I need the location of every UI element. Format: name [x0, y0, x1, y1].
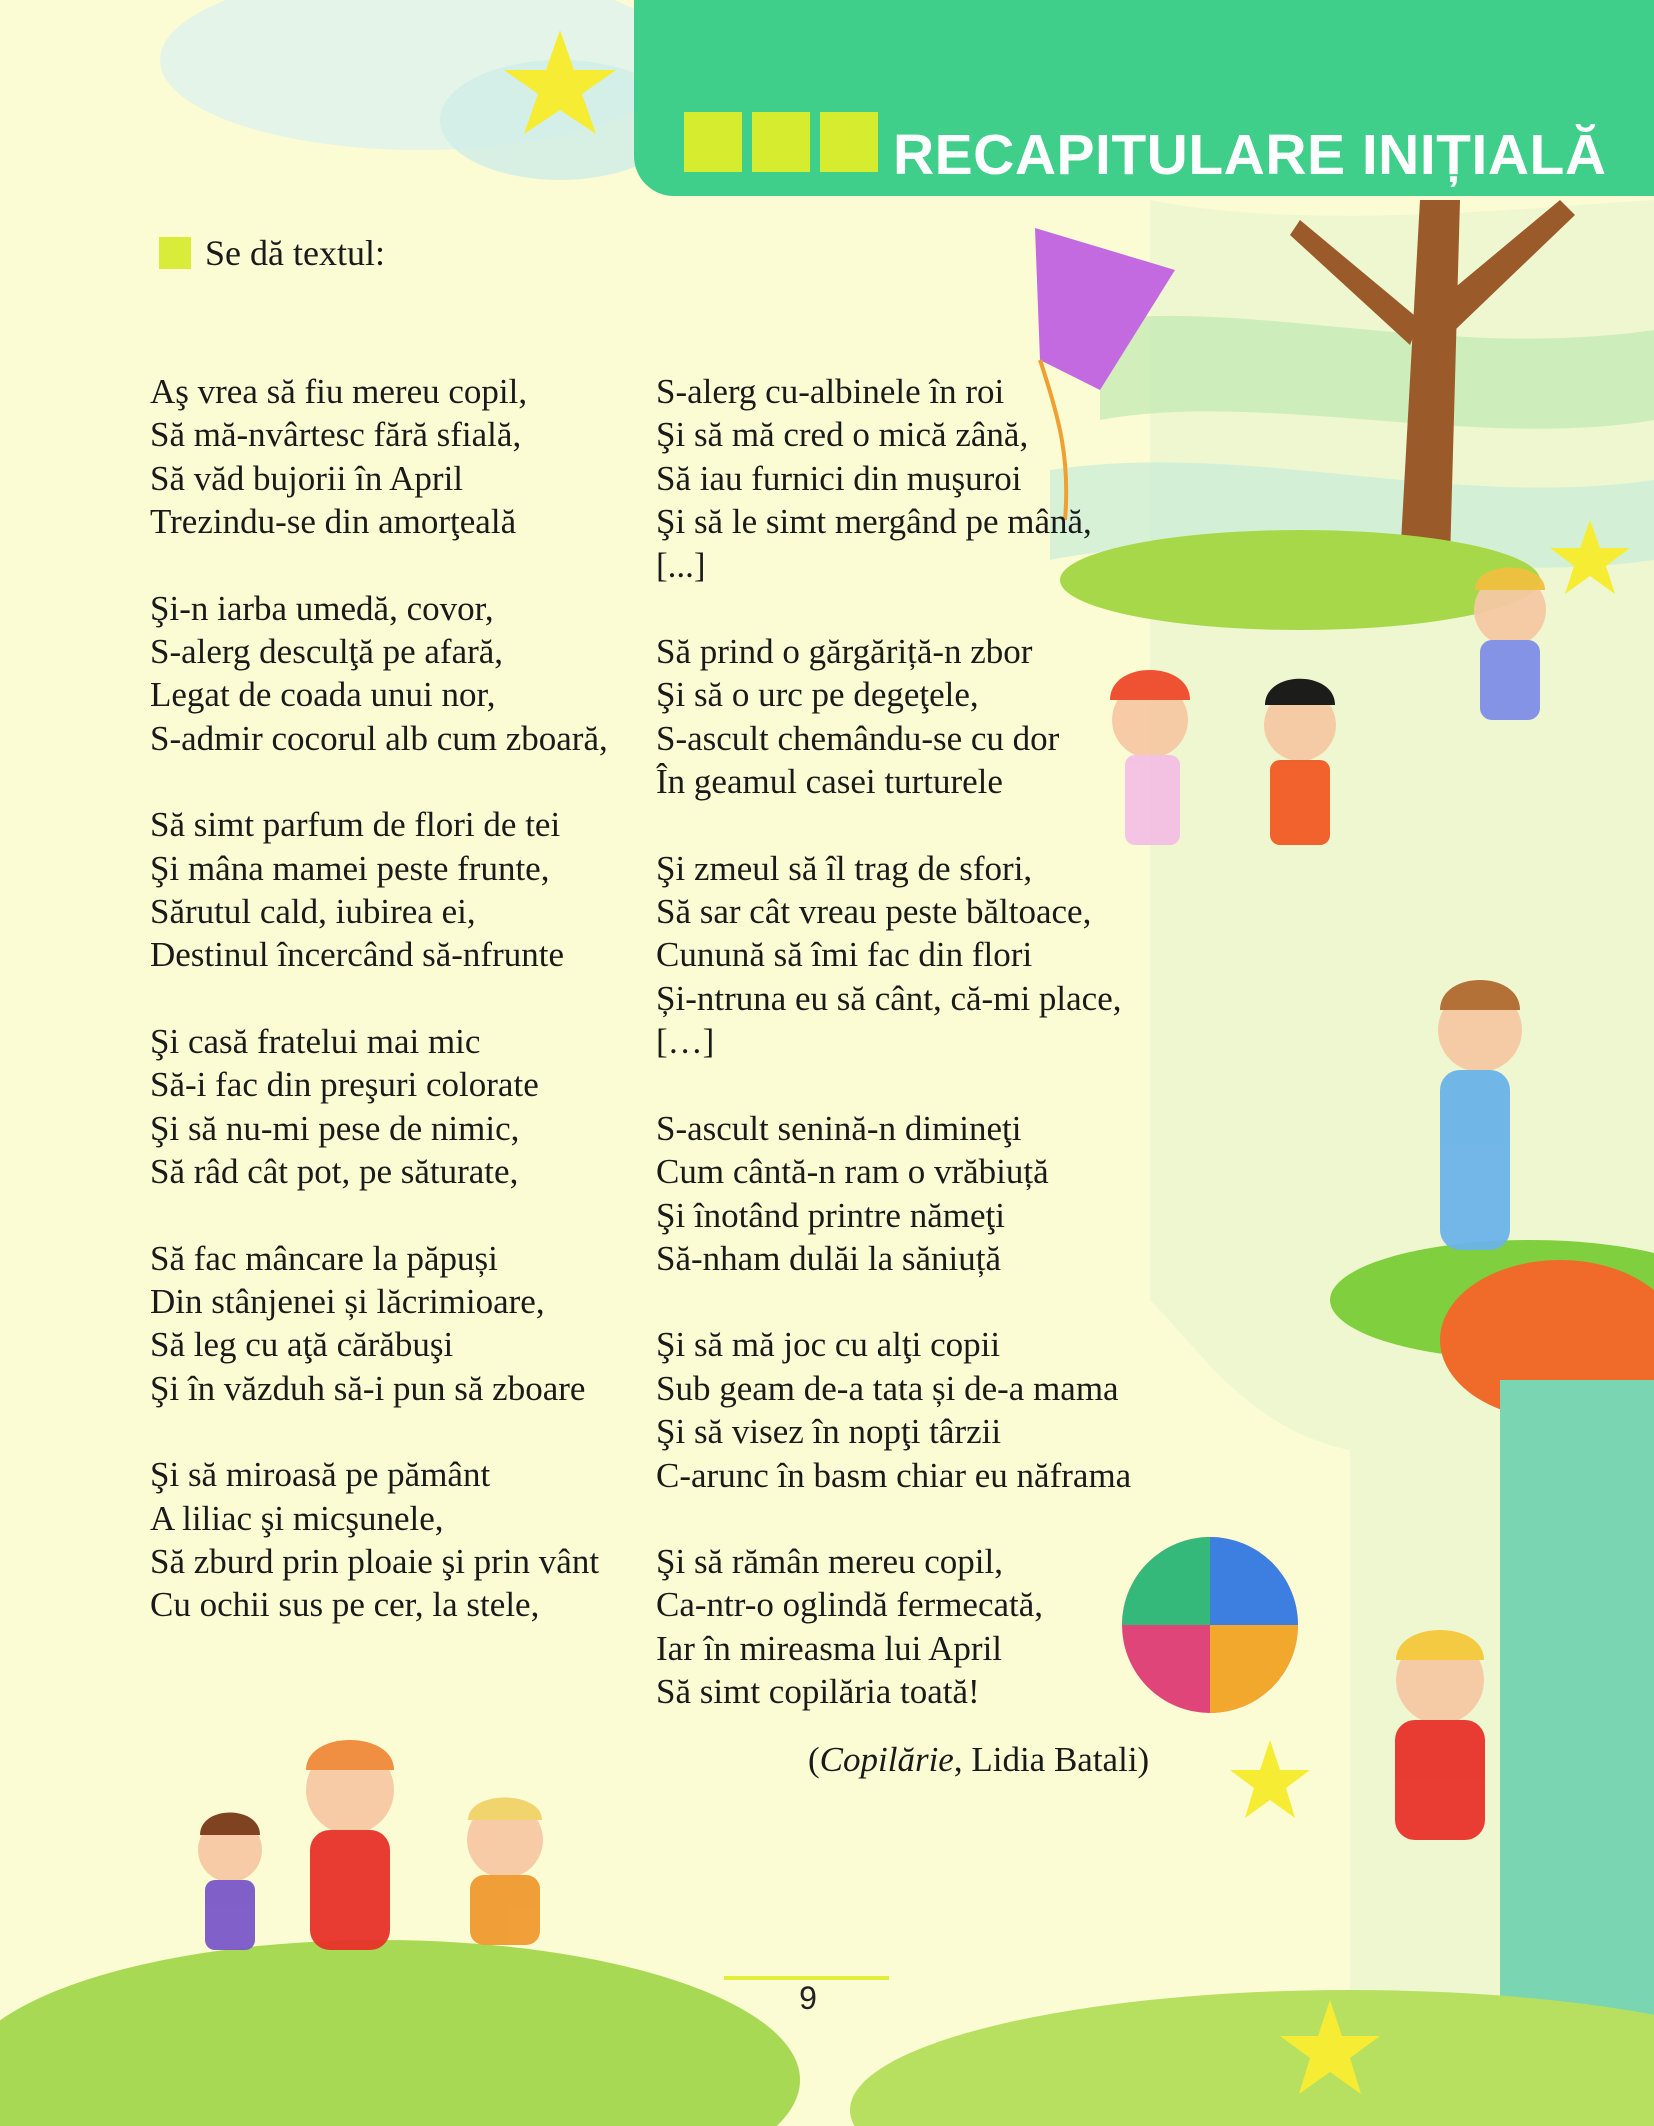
- poem-line: Să sar cât vreau peste băltoace,: [656, 892, 1092, 932]
- poem-line: […]: [656, 1022, 715, 1062]
- header-decoration-squares: [684, 112, 878, 172]
- poem-line: Şi mâna mamei peste frunte,: [150, 848, 550, 888]
- poem-line: Să iau furnici din muşuroi: [656, 458, 1022, 498]
- poem-line: Şi să visez în nopţi târzii: [656, 1412, 1002, 1452]
- poem-line: Să văd bujorii în April: [150, 458, 464, 498]
- poem-line: Şi să rămân mereu copil,: [656, 1541, 1003, 1581]
- poem-line: Trezindu-se din amorţeală: [150, 502, 517, 542]
- poem-line: Să simt parfum de flori de tei: [150, 805, 561, 845]
- poem-citation: [808, 1740, 1149, 1780]
- poem-line: Şi să o urc pe degeţele,: [656, 675, 979, 715]
- poem-line: [...]: [656, 545, 706, 585]
- poem-right-column: [656, 370, 1176, 1757]
- poem-line: Cunună să îmi fac din flori: [656, 935, 1033, 975]
- poem-line: Să leg cu aţă cărăbuşi: [150, 1325, 454, 1365]
- poem-stanza: [150, 1020, 630, 1194]
- poem-line: Să-i fac din preşuri colorate: [150, 1065, 539, 1105]
- poem-line: Cum cântă-n ram o vrăbiuță: [656, 1152, 1049, 1192]
- page-number: 9: [799, 1980, 817, 2016]
- poem-left-column: [150, 370, 630, 1670]
- citation-title: Copilărie: [819, 1740, 954, 1779]
- poem-line: Din stânjenei și lăcrimioare,: [150, 1281, 545, 1321]
- poem-line: Şi să mă joc cu alţi copii: [656, 1325, 1001, 1365]
- poem-line: Să mă-nvârtesc fără sfială,: [150, 415, 522, 455]
- poem-line: Şi să nu-mi pese de nimic,: [150, 1108, 520, 1148]
- poem-stanza: [150, 370, 630, 544]
- poem-line: Să zburd prin ploaie şi prin vânt: [150, 1541, 600, 1581]
- poem-line: Să râd cât pot, pe săturate,: [150, 1152, 519, 1192]
- decor-square: [684, 112, 742, 172]
- intro-text: Se dă textul:: [205, 233, 385, 273]
- poem-line: Să fac mâncare la păpuși: [150, 1238, 498, 1278]
- poem-stanza: [656, 370, 1176, 587]
- poem-line: S-ascult chemându-se cu dor: [656, 718, 1060, 758]
- poem-stanza: [656, 847, 1176, 1064]
- poem-line: Şi să mă cred o mică zână,: [656, 415, 1029, 455]
- poem-line: Să prind o gărgăriță-n zbor: [656, 632, 1033, 672]
- poem-stanza: [656, 1540, 1176, 1714]
- poem-line: Şi să le simt mergând pe mână,: [656, 502, 1092, 542]
- poem-line: S-alerg cu-albinele în roi: [656, 372, 1005, 411]
- poem-line: Cu ochii sus pe cer, la stele,: [150, 1585, 540, 1625]
- poem-line: S-alerg desculţă pe afară,: [150, 632, 504, 672]
- intro-prompt: [159, 232, 385, 274]
- page-title: RECAPITULARE INIȚIALĂ: [893, 123, 1607, 187]
- poem-stanza: [656, 630, 1176, 804]
- poem-line: Şi casă fratelui mai mic: [150, 1021, 481, 1061]
- poem-line: În geamul casei turturele: [656, 762, 1003, 802]
- poem-line: Şi-n iarba umedă, covor,: [150, 588, 494, 628]
- poem-stanza: [150, 803, 630, 977]
- poem-line: A liliac şi micşunele,: [150, 1498, 444, 1538]
- poem-line: Iar în mireasma lui April: [656, 1628, 1003, 1668]
- poem-line: Şi zmeul să îl trag de sfori,: [656, 848, 1033, 888]
- poem-line: Legat de coada unui nor,: [150, 675, 496, 715]
- poem-line: S-ascult senină-n dimineţi: [656, 1108, 1022, 1148]
- poem-line: Ca-ntr-o oglindă fermecată,: [656, 1585, 1044, 1625]
- poem-line: Sub geam de-a tata și de-a mama: [656, 1368, 1119, 1408]
- poem-line: C-arunc în basm chiar eu năframa: [656, 1455, 1132, 1495]
- citation-author: , Lidia Batali): [953, 1740, 1150, 1779]
- decor-square: [820, 112, 878, 172]
- poem-line: S-admir cocorul alb cum zboară,: [150, 718, 608, 758]
- poem-stanza: [150, 1453, 630, 1627]
- poem-line: Să-nham dulăi la săniuță: [656, 1238, 1002, 1278]
- poem-line: Să simt copilăria toată!: [656, 1672, 980, 1712]
- poem-line: Sărutul cald, iubirea ei,: [150, 892, 476, 932]
- citation-open: (: [808, 1740, 820, 1779]
- poem-stanza: [656, 1107, 1176, 1281]
- poem-stanza: [150, 587, 630, 761]
- poem-stanza: [150, 1237, 630, 1411]
- poem-stanza: [656, 1323, 1176, 1497]
- poem-line: Şi înotând printre nămeţi: [656, 1195, 1005, 1235]
- poem-line: Și-ntruna eu să cânt, că-mi place,: [656, 978, 1122, 1018]
- poem-line: Şi în văzduh să-i pun să zboare: [150, 1368, 586, 1408]
- bullet-square-icon: [159, 237, 191, 269]
- poem-line: Aş vrea să fiu mereu copil,: [150, 372, 528, 411]
- decor-square: [752, 112, 810, 172]
- poem-line: Destinul încercând să-nfrunte: [150, 935, 565, 975]
- poem-line: Şi să miroasă pe pământ: [150, 1455, 491, 1495]
